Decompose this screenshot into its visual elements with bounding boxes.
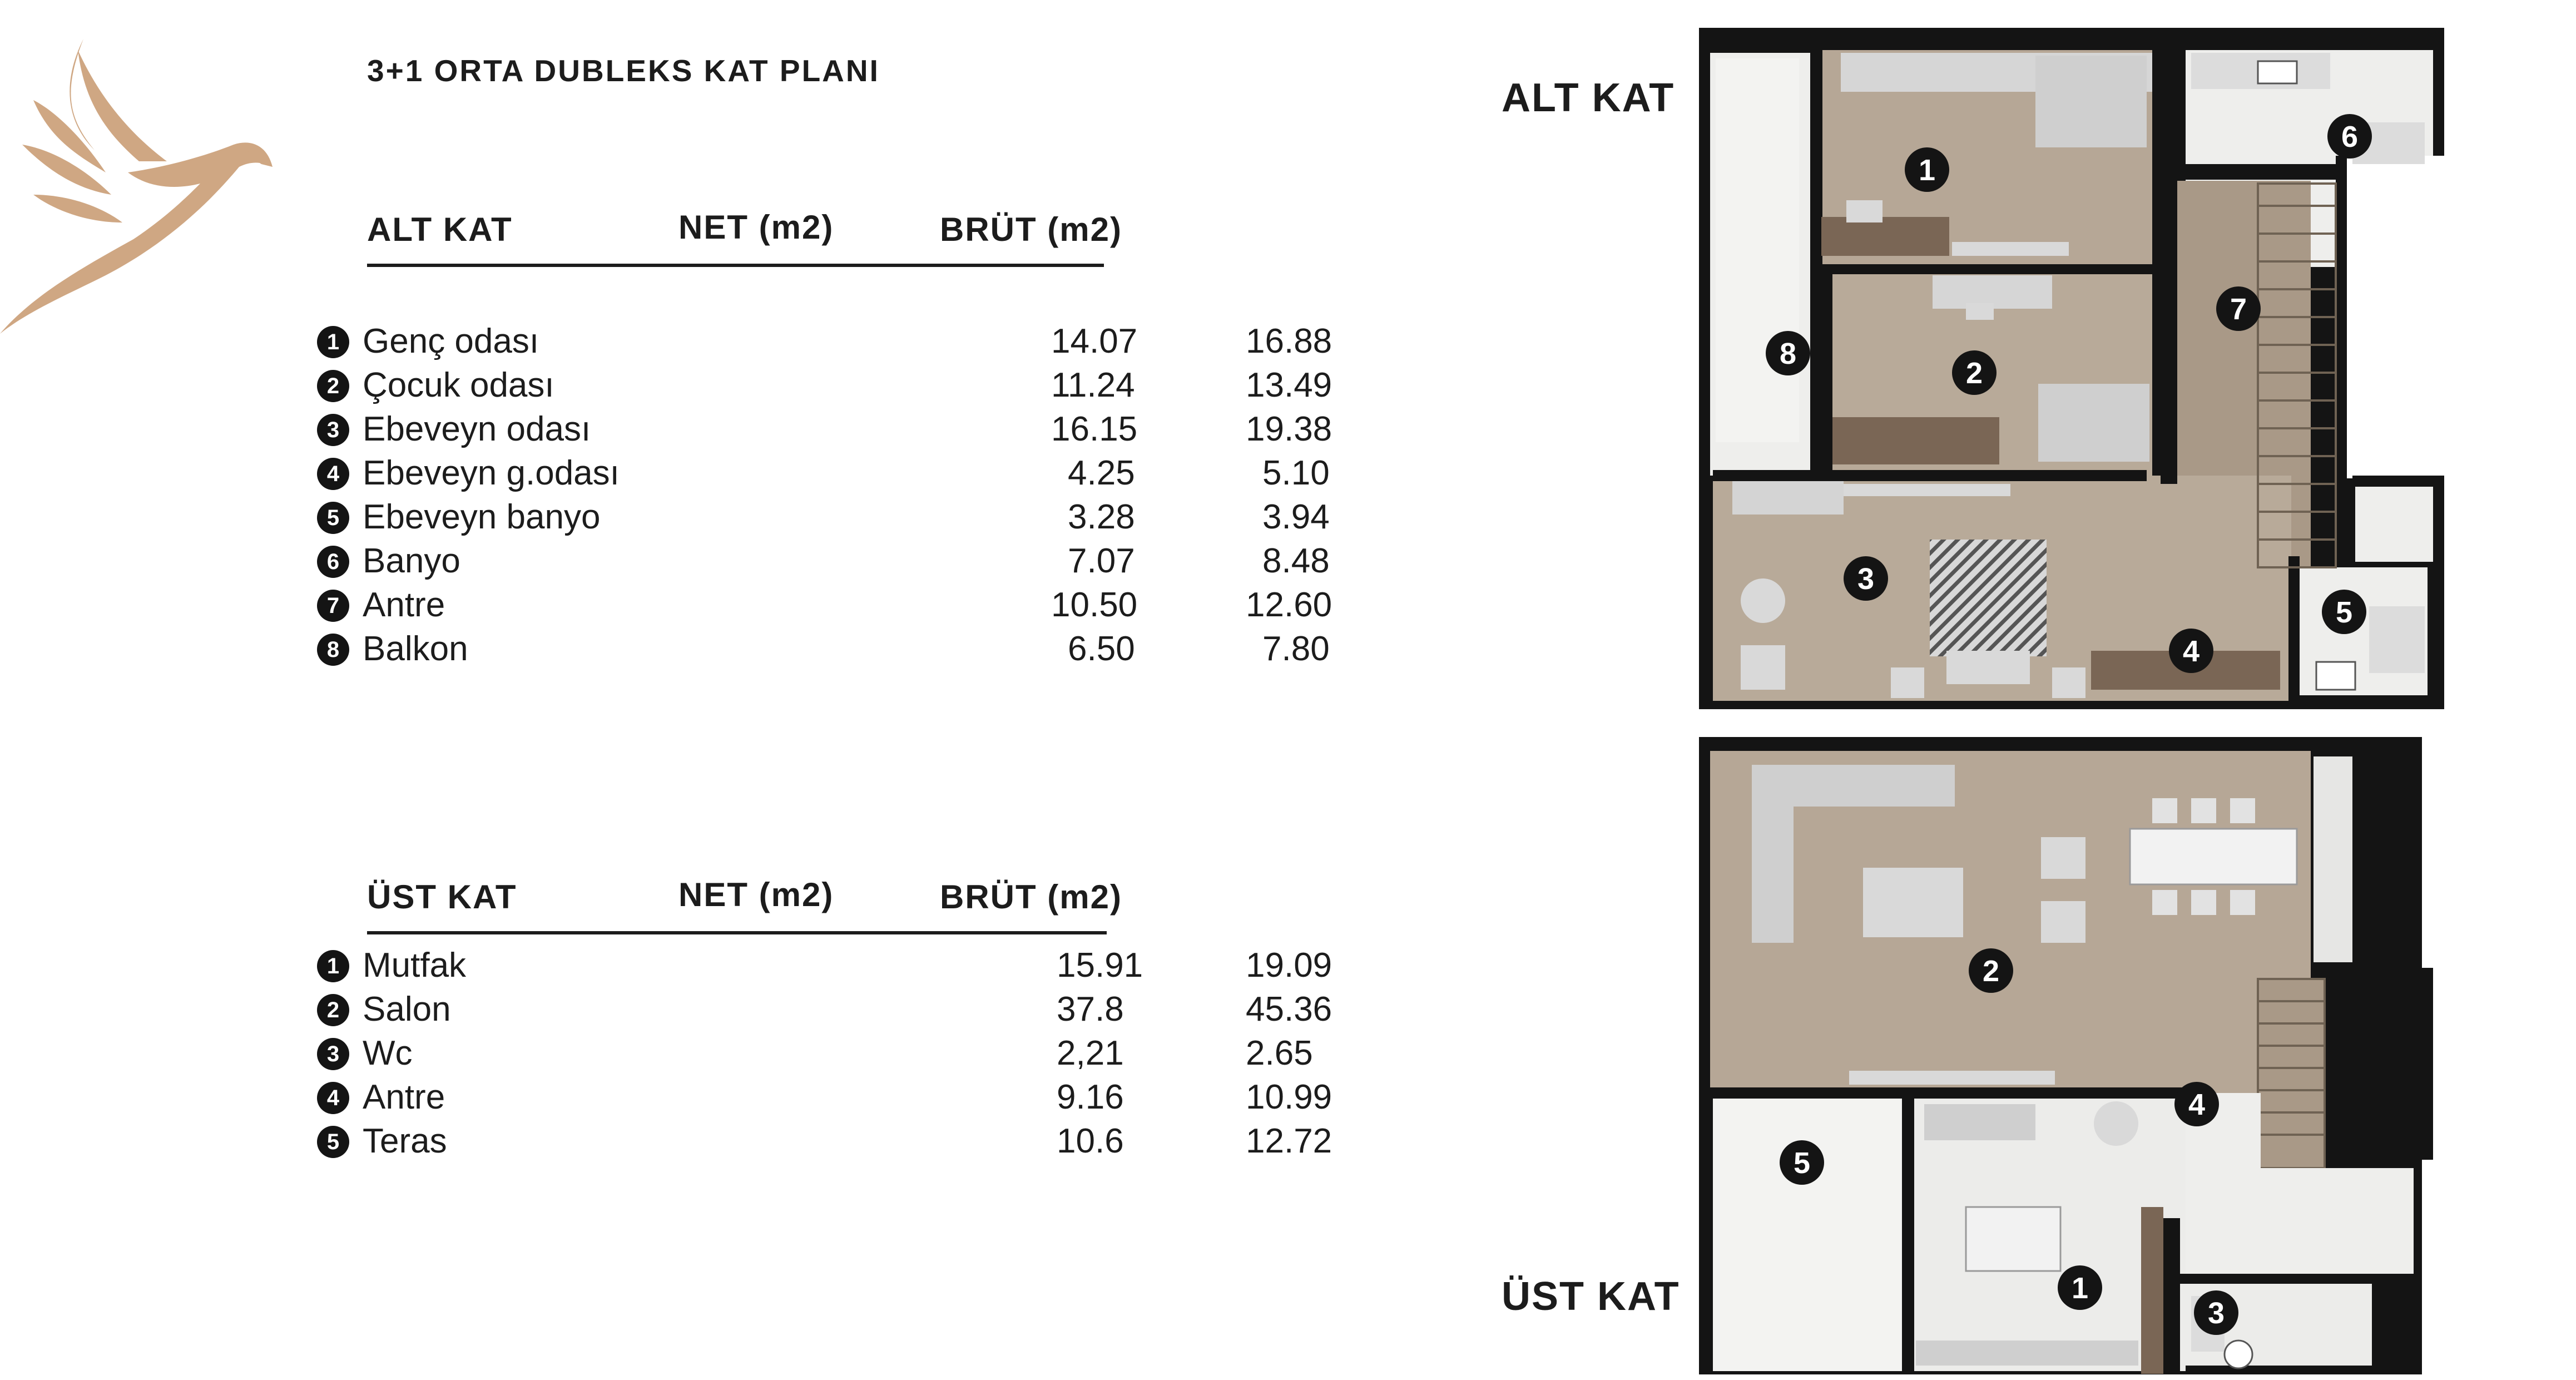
- plan-marker: 3: [1857, 562, 1875, 596]
- room-brut-area: 16.88: [1246, 322, 1332, 360]
- room-brut-area: 13.49: [1246, 366, 1332, 404]
- table-row: [317, 541, 1330, 580]
- plan-marker: 1: [1918, 154, 1936, 187]
- room-net-area: 10.50: [1051, 586, 1138, 624]
- room-number-badge: 3: [317, 1038, 349, 1070]
- table-row: [317, 1033, 1313, 1072]
- plan-marker: 6: [2341, 120, 2359, 154]
- alt-kat-net-header: NET (m2): [678, 209, 834, 246]
- room-name: Antre: [363, 586, 445, 624]
- plan-label-alt-kat: ALT KAT: [1502, 76, 1675, 120]
- table-row: [317, 585, 1332, 624]
- room-name: Ebeveyn odası: [363, 410, 591, 448]
- alt-kat-brut-header: BRÜT (m2): [940, 211, 1122, 248]
- room-number-badge: 4: [317, 458, 349, 490]
- room-name: Teras: [363, 1122, 447, 1160]
- room-number-badge: 3: [317, 414, 349, 446]
- table-row: [317, 497, 1330, 536]
- room-net-area: 14.07: [1051, 322, 1138, 360]
- ust-kat-brut-header: BRÜT (m2): [940, 878, 1122, 916]
- plan-marker: 7: [2230, 293, 2247, 326]
- room-net-area: 6.50: [1068, 630, 1135, 668]
- plan-marker: 3: [2207, 1297, 2225, 1330]
- room-net-area: 15.91: [1057, 946, 1143, 985]
- alt-kat-table-title: ALT KAT: [367, 211, 513, 248]
- brand-logo: [0, 33, 278, 334]
- room-net-area: 16.15: [1051, 410, 1138, 448]
- room-name: Banyo: [363, 542, 460, 580]
- room-number-badge: 2: [317, 994, 349, 1026]
- ust-kat-plan: [1699, 737, 2433, 1374]
- room-brut-area: 5.10: [1262, 454, 1330, 492]
- floor-plans: [1680, 22, 2458, 1380]
- table-row: [317, 409, 1332, 448]
- room-net-area: 4.25: [1068, 454, 1135, 492]
- table-row: [317, 365, 1332, 404]
- room-net-area: 7.07: [1068, 542, 1135, 580]
- room-number-badge: 4: [317, 1082, 349, 1114]
- room-number-badge: 7: [317, 590, 349, 622]
- room-brut-area: 12.72: [1246, 1122, 1332, 1160]
- room-number-badge: 1: [317, 950, 349, 982]
- room-brut-area: 45.36: [1246, 990, 1332, 1028]
- ust-kat-table-title: ÜST KAT: [367, 878, 517, 916]
- table-row: [317, 1077, 1332, 1116]
- room-net-area: 11.24: [1051, 366, 1135, 404]
- table-row: [317, 946, 1332, 985]
- plan-marker: 1: [2071, 1272, 2089, 1305]
- room-name: Ebeveyn banyo: [363, 498, 601, 536]
- plan-marker: 8: [1779, 337, 1797, 370]
- room-brut-area: 19.09: [1246, 946, 1332, 985]
- room-brut-area: 10.99: [1246, 1078, 1332, 1116]
- room-name: Ebeveyn g.odası: [363, 454, 620, 492]
- room-net-area: 2,21: [1057, 1034, 1124, 1072]
- room-brut-area: 12.60: [1246, 586, 1332, 624]
- plan-marker: 4: [2182, 635, 2200, 668]
- room-name: Balkon: [363, 630, 468, 668]
- room-number-badge: 5: [317, 502, 349, 534]
- room-name: Antre: [363, 1078, 445, 1116]
- plan-marker: 5: [2335, 596, 2353, 629]
- room-name: Genç odası: [363, 322, 539, 360]
- ust-kat-net-header: NET (m2): [678, 876, 834, 913]
- room-net-area: 9.16: [1057, 1078, 1124, 1116]
- table-row: [317, 629, 1330, 668]
- table-row: [317, 321, 1332, 360]
- room-brut-area: 3.94: [1262, 498, 1330, 536]
- room-number-badge: 5: [317, 1126, 349, 1158]
- page-title: 3+1 ORTA DUBLEKS KAT PLANI: [367, 53, 880, 88]
- phoenix-logo-icon: [0, 33, 278, 334]
- room-net-area: 37.8: [1057, 990, 1124, 1028]
- room-number-badge: 1: [317, 326, 349, 358]
- room-name: Çocuk odası: [363, 366, 554, 404]
- plan-marker: 5: [1793, 1146, 1811, 1180]
- room-brut-area: 8.48: [1262, 542, 1330, 580]
- room-brut-area: 19.38: [1246, 410, 1332, 448]
- room-number-badge: 6: [317, 546, 349, 578]
- plan-marker: 4: [2188, 1088, 2206, 1121]
- room-net-area: 3.28: [1068, 498, 1135, 536]
- table-row: [317, 1121, 1332, 1160]
- alt-kat-divider: [367, 264, 1104, 267]
- room-net-area: 10.6: [1057, 1122, 1124, 1160]
- room-name: Wc: [363, 1034, 413, 1072]
- room-brut-area: 7.80: [1262, 630, 1330, 668]
- room-number-badge: 2: [317, 370, 349, 402]
- room-name: Mutfak: [363, 946, 467, 985]
- room-name: Salon: [363, 990, 451, 1028]
- room-brut-area: 2.65: [1246, 1034, 1313, 1072]
- table-row: [317, 990, 1332, 1028]
- room-number-badge: 8: [317, 634, 349, 666]
- plan-marker: 2: [1965, 357, 1983, 390]
- alt-kat-plan: [1699, 28, 2444, 709]
- ust-kat-divider: [367, 931, 1107, 934]
- table-row: [317, 453, 1330, 492]
- plan-marker: 2: [1982, 954, 2000, 988]
- plan-label-ust-kat: ÜST KAT: [1502, 1274, 1680, 1319]
